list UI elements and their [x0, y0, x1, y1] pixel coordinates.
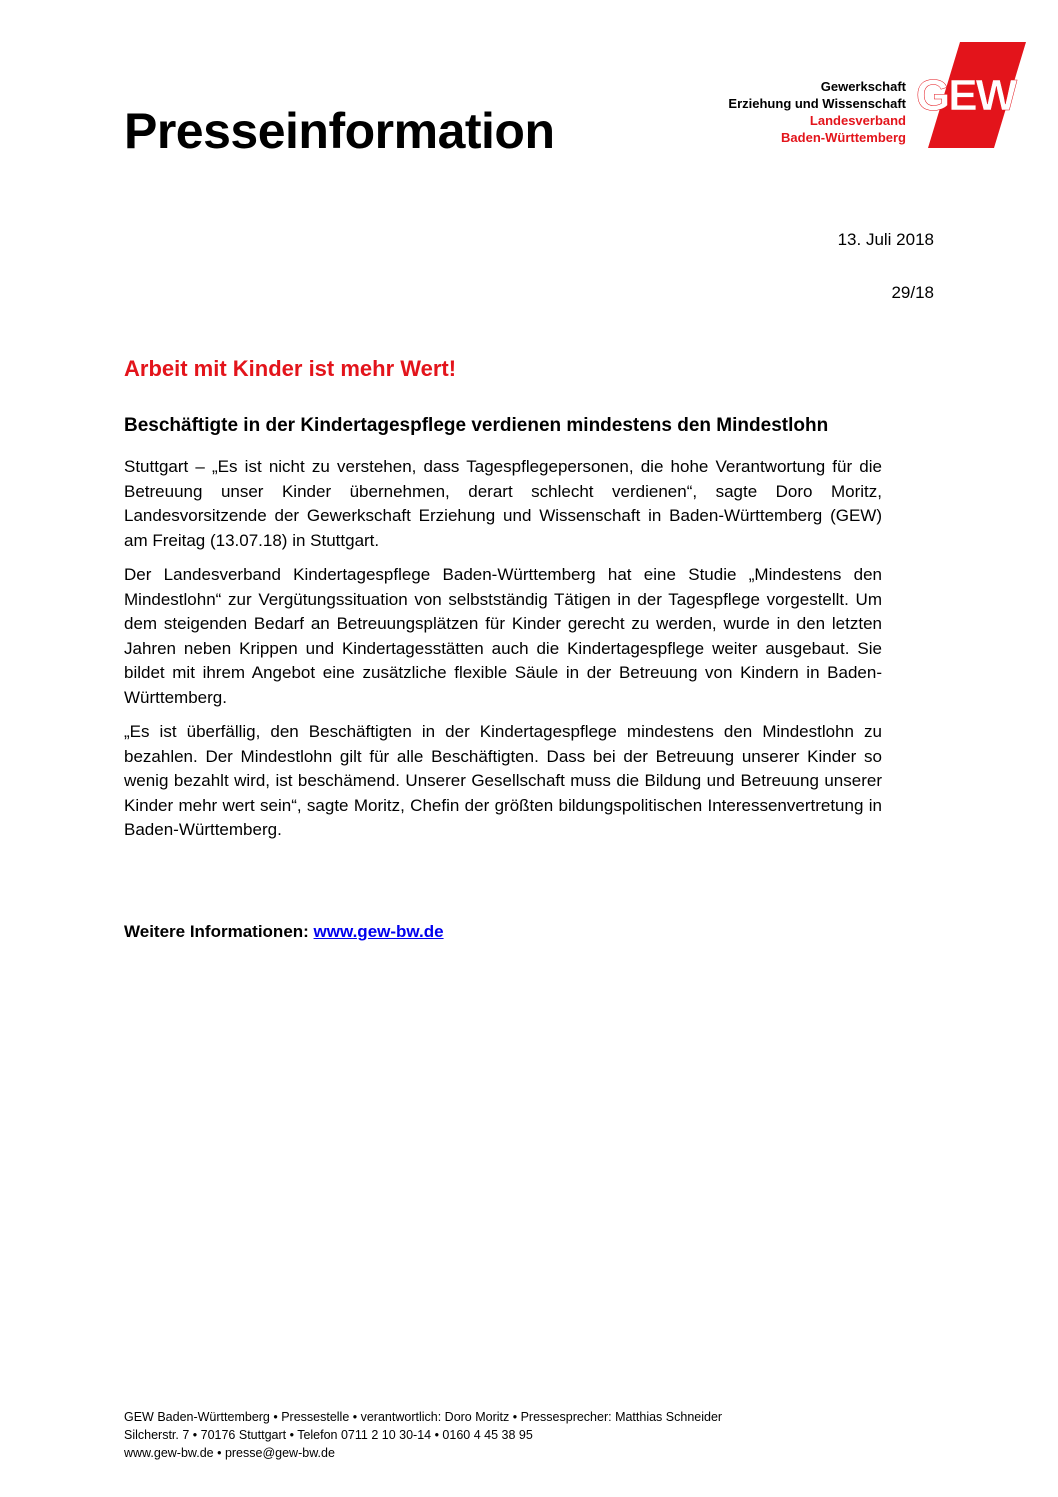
release-number: 29/18: [891, 283, 934, 302]
paragraph: Stuttgart – „Es ist nicht zu verstehen, dass Tagespflegepersonen, die hohe Verantwortung für die Betreuung unser Kinder übernehmen, derart schlecht verdienen“, sagte Doro Moritz, Landesvorsitzende der Gewerkschaft Erziehung und Wissenschaft in Baden-Württemberg (GEW) am Freitag (13.07.18) in Stuttgart.: [124, 457, 882, 550]
footer-line-2: Silcherstr. 7 • 70176 Stuttgart • Telefon 0711 2 10 30-14 • 0160 4 45 38 95: [124, 1428, 533, 1442]
gew-logo: [910, 42, 1026, 148]
footer-line-3: www.gew-bw.de • presse@gew-bw.de: [124, 1446, 335, 1460]
paragraph: Der Landesverband Kindertagespflege Baden-Württemberg hat eine Studie „Mindestens den Mindestlohn“ zur Vergütungssituation von selbstständig Tätigen in der Tagespflege vorgestellt. Um dem steigenden Bedarf an Betreuungsplätzen für Kinder gerecht zu werden, wurde in den letzten Jahren neben Krippen und Kindertagesstätten auch die Kindertagespflege weiter ausgebaut. Sie bildet mit ihrem Angebot eine zusätzliche flexible Säule in der Betreuung von Kindern in Baden-Württemberg.: [124, 565, 882, 707]
subheadline: Beschäftigte in der Kindertagespflege verdienen mindestens den Mindestlohn: [124, 415, 829, 436]
more-info-label: Weitere Informationen:: [124, 922, 314, 941]
page-title: Presseinformation: [124, 103, 555, 159]
more-info: [124, 922, 444, 942]
paragraph: „Es ist überfällig, den Beschäftigten in der Kindertagespflege mindestens den Mindestlohn zu bezahlen. Der Mindestlohn gilt für alle Beschäftigten. Dass bei der Betreuung unserer Kinder so wenig bezahlt wird, ist beschämend. Unserer Gesellschaft muss die Bildung und Betreuung unserer Kinder mehr wert sein“, sagte Moritz, Chefin der größten bildungspolitischen Interessenvertretung in Baden-Württemberg.: [124, 722, 882, 839]
article-body: [124, 455, 882, 853]
organization-name: [728, 78, 906, 146]
org-line-3: Landesverband: [809, 113, 906, 128]
footer: [124, 1408, 722, 1462]
release-date: 13. Juli 2018: [837, 230, 934, 249]
org-line-4: Baden-Württemberg: [781, 130, 906, 145]
org-line-1: Gewerkschaft: [820, 79, 906, 94]
headline: Arbeit mit Kinder ist mehr Wert!: [124, 356, 457, 381]
logo-text: GEW: [916, 71, 1016, 120]
footer-line-1: GEW Baden-Württemberg • Pressestelle • verantwortlich: Doro Moritz • Pressesprecher: Matthias Schneider: [124, 1410, 723, 1424]
org-line-2: Erziehung und Wissenschaft: [728, 96, 906, 111]
website-link[interactable]: www.gew-bw.de: [313, 922, 444, 941]
